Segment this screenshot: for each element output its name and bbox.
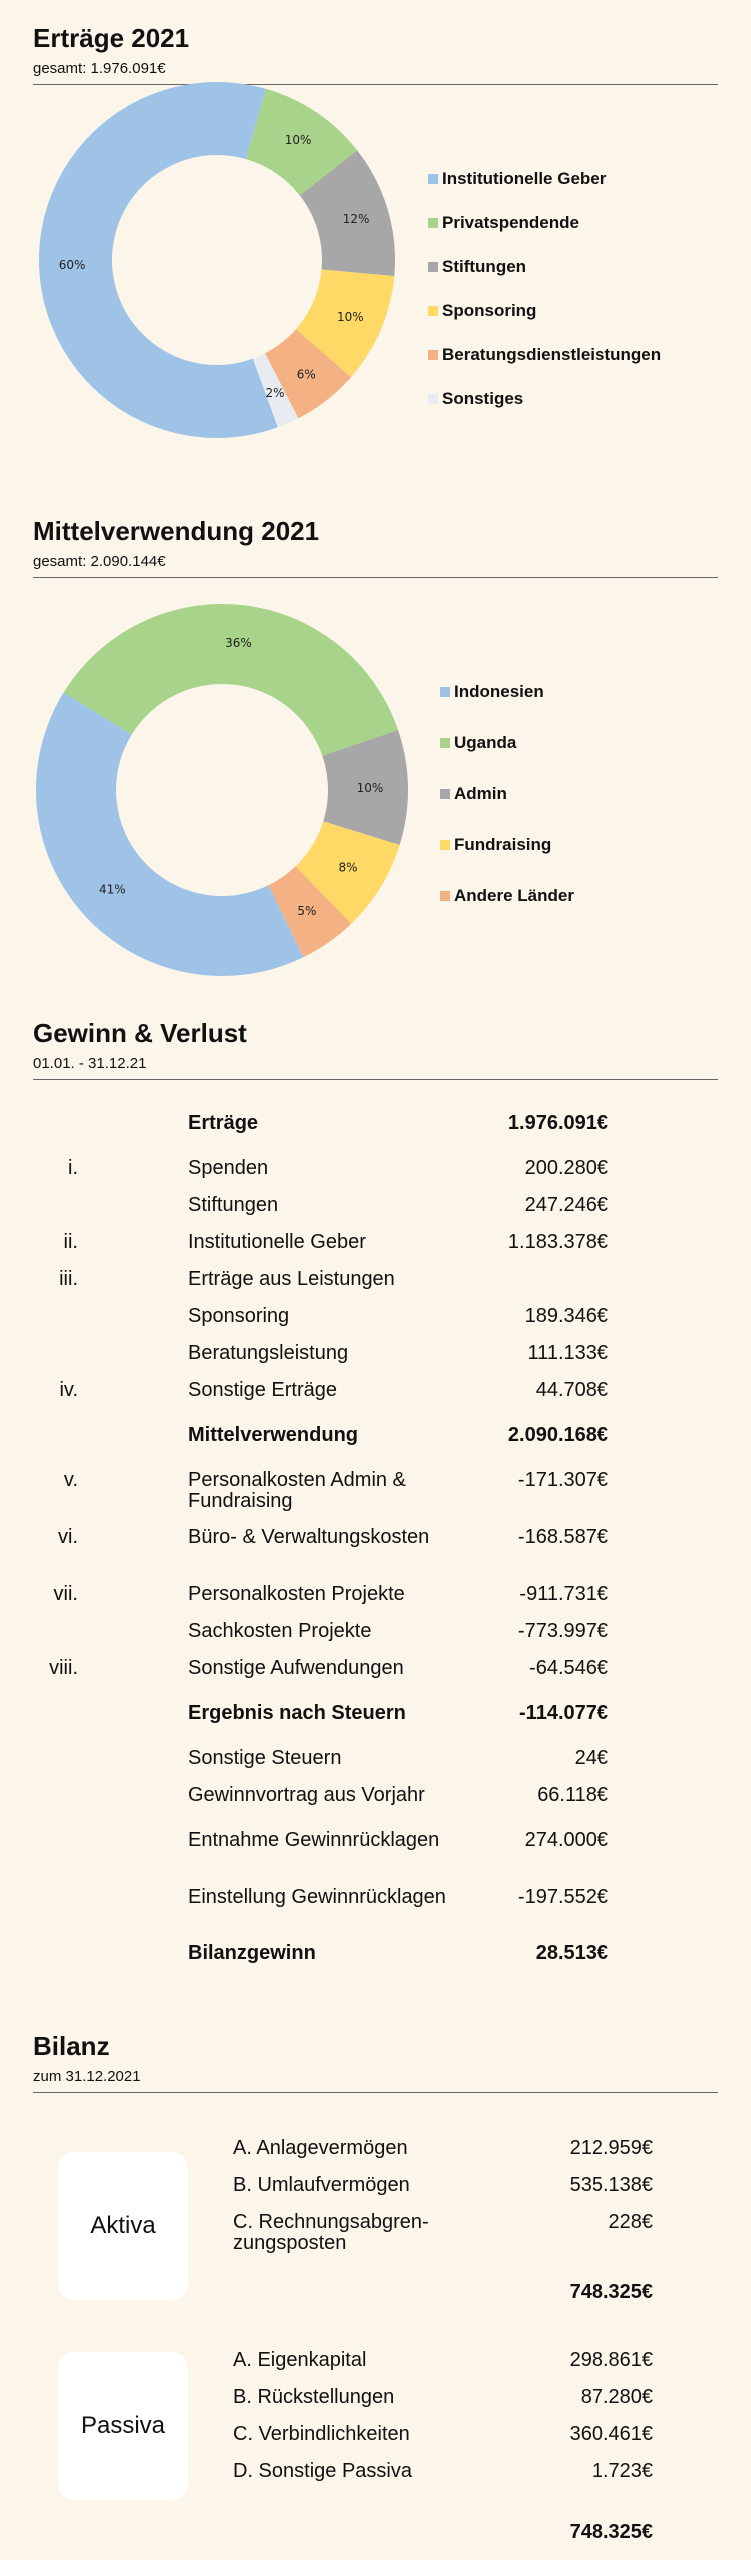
legend-label: Beratungsdienstleistungen — [442, 345, 662, 364]
row-label: Sonstige Steuern — [188, 1747, 342, 1769]
legend-label: Stiftungen — [442, 257, 527, 276]
slice-label: 12% — [342, 212, 370, 227]
row-value: 24€ — [574, 1747, 608, 1769]
slice-label: 10% — [336, 310, 364, 325]
slice-label: 8% — [338, 860, 358, 875]
legend-item — [428, 377, 661, 421]
row-value: -168.587€ — [517, 1526, 608, 1548]
row-value: -197.552€ — [517, 1886, 608, 1908]
legend-label: Privatspendende — [442, 213, 579, 232]
slice-label: 5% — [297, 904, 317, 919]
ertraege-title: Erträge 2021 — [33, 23, 190, 53]
legend-swatch — [440, 789, 450, 799]
row-value: 66.118€ — [537, 1784, 608, 1806]
ertraege-legend — [428, 157, 661, 421]
row-value: 44.708€ — [535, 1379, 608, 1401]
ertraege-subtitle: gesamt: 1.976.091€ — [33, 60, 166, 77]
mittel-title: Mittelverwendung 2021 — [33, 516, 320, 546]
row-label: Spenden — [188, 1157, 269, 1179]
row-value: 535.138€ — [569, 2174, 653, 2196]
row-value: -64.546€ — [529, 1657, 608, 1679]
slice-label: 36% — [225, 635, 252, 650]
legend-item — [428, 157, 661, 201]
legend-swatch — [440, 738, 450, 748]
row-value: 1.183.378€ — [507, 1231, 608, 1253]
row-number: i. — [68, 1157, 78, 1179]
divider — [33, 577, 718, 578]
legend-label: Andere Länder — [454, 885, 574, 905]
mittel-subtitle: gesamt: 2.090.144€ — [33, 553, 166, 570]
legend-label: Uganda — [454, 732, 517, 752]
legend-label: Institutionelle Geber — [442, 169, 607, 188]
row-number: iii. — [59, 1268, 78, 1290]
row-number: vii. — [53, 1583, 78, 1605]
row-value: 360.461€ — [569, 2423, 653, 2445]
row-number: ii. — [63, 1231, 78, 1253]
row-label: Entnahme Gewinnrücklagen — [188, 1829, 440, 1851]
row-label: Erträge — [188, 1112, 259, 1134]
row-label: Gewinnvortrag aus Vorjahr — [188, 1784, 425, 1806]
row-value: 1.723€ — [591, 2460, 653, 2482]
aktiva-label: Aktiva — [90, 2212, 156, 2239]
legend-item — [440, 717, 574, 768]
row-value: 228€ — [608, 2211, 653, 2233]
legend-item — [440, 666, 574, 717]
legend-item — [440, 870, 574, 921]
legend-swatch — [428, 306, 438, 316]
legend-item — [428, 333, 661, 377]
slice-label: 10% — [356, 780, 384, 795]
row-label: Sponsoring — [188, 1305, 290, 1327]
row-label: Institutionelle Geber — [188, 1231, 366, 1253]
row-number: vi. — [58, 1526, 78, 1548]
row-label: Stiftungen — [188, 1194, 279, 1216]
legend-swatch — [440, 891, 450, 901]
row-label: Erträge aus Leistungen — [188, 1268, 395, 1290]
legend-swatch — [428, 174, 438, 184]
row-value: 111.133€ — [527, 1342, 608, 1364]
row-label: Ergebnis nach Steuern — [188, 1702, 406, 1724]
row-value: 274.000€ — [524, 1829, 608, 1851]
row-value: 87.280€ — [580, 2386, 653, 2408]
row-number: v. — [63, 1469, 78, 1491]
donut-slice-indonesien — [36, 693, 304, 976]
row-label: Sonstige Aufwendungen — [188, 1657, 404, 1679]
row-label: Sachkosten Projekte — [188, 1620, 372, 1642]
row-value: 2.090.168€ — [507, 1424, 608, 1446]
legend-label: Sponsoring — [442, 301, 537, 320]
legend-item — [428, 201, 661, 245]
row-label: C. Verbindlichkeiten — [233, 2423, 410, 2445]
bilanz-title: Bilanz — [33, 2031, 110, 2061]
legend-swatch — [428, 262, 438, 272]
row-label: Büro- & Verwaltungskosten — [188, 1526, 430, 1548]
aktiva-list — [233, 2138, 653, 2308]
divider — [33, 2092, 718, 2093]
legend-label: Indonesien — [454, 681, 544, 701]
legend-swatch — [428, 218, 438, 228]
row-value: 247.246€ — [524, 1194, 608, 1216]
legend-swatch — [440, 687, 450, 697]
slice-label: 60% — [58, 258, 86, 273]
row-value: -171.307€ — [517, 1469, 608, 1491]
legend-item — [428, 289, 661, 333]
row-label: Mittelverwendung — [188, 1424, 359, 1446]
row-value: 189.346€ — [524, 1305, 608, 1327]
bilanz-header — [33, 2030, 718, 2093]
row-value: 1.976.091€ — [507, 1112, 608, 1134]
passiva-list — [233, 2349, 653, 2543]
legend-item — [428, 245, 661, 289]
legend-item — [440, 819, 574, 870]
row-label: Bilanzgewinn — [188, 1942, 316, 1964]
row-label: C. Rechnungsabgren-zungsposten — [233, 2211, 429, 2254]
row-label: Personalkosten Projekte — [188, 1583, 405, 1605]
guv-title: Gewinn & Verlust — [33, 1018, 247, 1048]
row-label: Personalkosten Admin & Fundraising — [188, 1469, 406, 1512]
row-label: Sonstige Erträge — [188, 1379, 337, 1401]
guv-table — [33, 1113, 718, 1973]
legend-item — [440, 768, 574, 819]
divider — [33, 1079, 718, 1080]
guv-subtitle: 01.01. - 31.12.21 — [33, 1055, 147, 1072]
row-value: -773.997€ — [517, 1620, 608, 1642]
bilanz-total: 748.325€ — [569, 2281, 653, 2303]
aktiva-box — [58, 2152, 188, 2300]
ertraege-donut-chart — [37, 60, 397, 460]
row-value: 200.280€ — [524, 1157, 608, 1179]
row-label: Beratungsleistung — [188, 1342, 349, 1364]
row-label: A. Eigenkapital — [233, 2349, 367, 2371]
row-value: 28.513€ — [535, 1942, 608, 1964]
legend-label: Admin — [454, 783, 507, 803]
slice-label: 6% — [296, 367, 316, 382]
row-value: 298.861€ — [569, 2349, 653, 2371]
mittel-donut-chart — [32, 600, 412, 980]
guv-header — [33, 1017, 718, 1080]
row-label: A. Anlagevermögen — [233, 2137, 408, 2159]
passiva-label: Passiva — [80, 2412, 166, 2439]
legend-swatch — [428, 350, 438, 360]
row-value: -114.077€ — [519, 1702, 608, 1724]
bilanz-total: 748.325€ — [569, 2521, 653, 2543]
mittel-header — [33, 515, 718, 578]
bilanz-subtitle: zum 31.12.2021 — [33, 2068, 141, 2085]
legend-label: Sonstiges — [442, 389, 524, 408]
row-label: B. Umlaufvermögen — [233, 2174, 410, 2196]
row-label: Einstellung Gewinnrücklagen — [188, 1886, 446, 1908]
row-label: D. Sonstige Passiva — [233, 2460, 412, 2482]
legend-swatch — [428, 394, 438, 404]
passiva-box — [58, 2352, 188, 2500]
row-number: viii. — [49, 1657, 78, 1679]
slice-label: 2% — [265, 385, 285, 400]
row-value: 212.959€ — [569, 2137, 653, 2159]
row-number: iv. — [59, 1379, 78, 1401]
slice-label: 10% — [284, 132, 312, 147]
mittel-legend — [440, 666, 574, 921]
slice-label: 41% — [99, 882, 126, 897]
legend-label: Fundraising — [454, 834, 552, 854]
legend-swatch — [440, 840, 450, 850]
row-value: -911.731€ — [519, 1583, 608, 1605]
row-label: B. Rückstellungen — [233, 2386, 395, 2408]
